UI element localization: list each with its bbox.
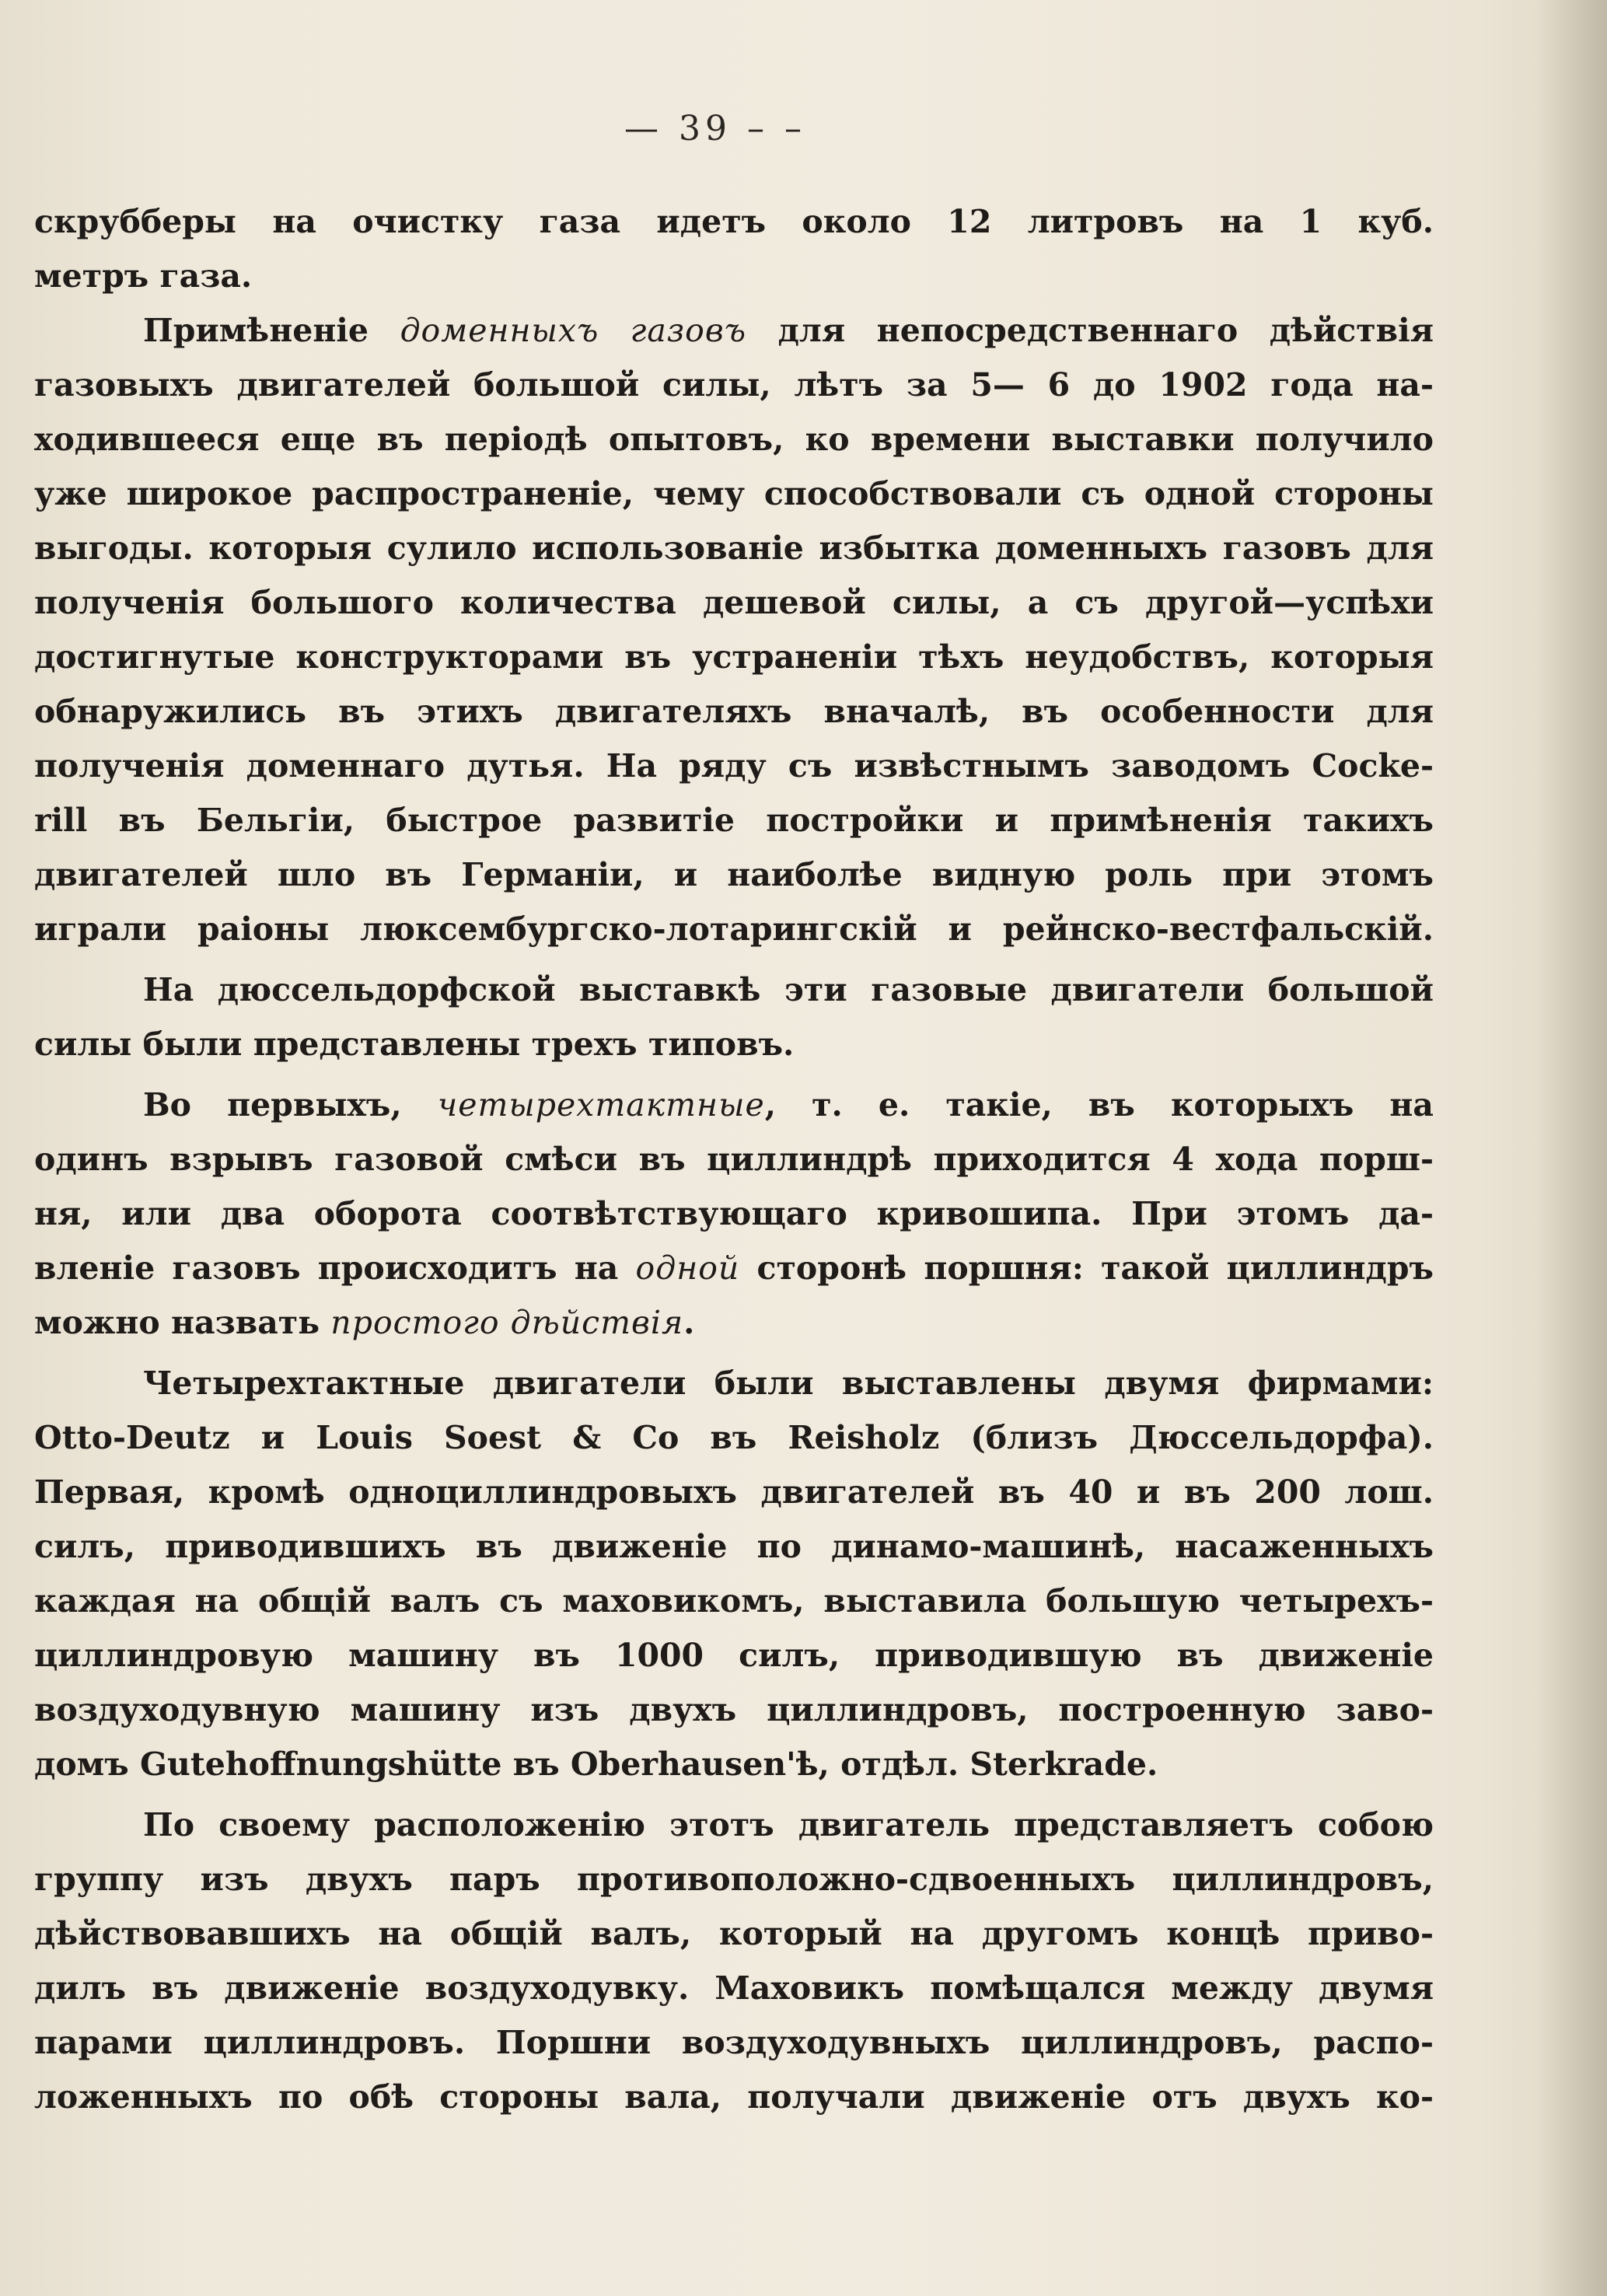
- text-line: группу изъ двухъ паръ противоположно-сдвоенныхъ циллиндровъ,: [34, 1861, 1434, 1898]
- text-line: ходившееся еще въ періодѣ опытовъ, ко времени выставки получило: [34, 421, 1434, 458]
- text-line: ня, или два оборота соотвѣтствующаго кривошипа. При этомъ да-: [34, 1195, 1434, 1232]
- text-line: дѣйствовавшихъ на общій валъ, который на другомъ концѣ приво-: [34, 1915, 1434, 1952]
- text-run: вленіе газовъ происходитъ на: [34, 1249, 636, 1287]
- text-run: сторонѣ поршня: такой циллиндръ: [739, 1249, 1434, 1287]
- text-line: rill въ Бельгіи, быстрое развитіе постройки и примѣненія такихъ: [34, 802, 1434, 839]
- text-line: ложенныхъ по обѣ стороны вала, получали движеніе отъ двухъ ко-: [34, 2078, 1434, 2116]
- text-line: полученія большого количества дешевой силы, а съ другой—успѣхи: [34, 584, 1434, 621]
- text-line: играли раіоны люксембургско-лотарингскій и рейнско-вестфальскій.: [34, 910, 1434, 948]
- text-line: силы были представлены трехъ типовъ.: [34, 1026, 795, 1063]
- page-number: — 39 – –: [624, 109, 806, 149]
- text-run: .: [683, 1304, 695, 1341]
- text-run: для непосредственнаго дѣйствія: [746, 312, 1434, 349]
- text-line: достигнутые конструкторами въ устраненіи тѣхъ неудобствъ, которыя: [34, 638, 1434, 676]
- text-line: каждая на общій валъ съ маховикомъ, выставила большую четырехъ-: [34, 1582, 1434, 1620]
- text-line: циллиндровую машину въ 1000 силъ, приводившую въ движеніе: [34, 1637, 1434, 1674]
- text-line: Первая, кромѣ одноциллиндровыхъ двигателей въ 40 и въ 200 лош.: [34, 1473, 1434, 1511]
- emphasized-term: одной: [635, 1249, 740, 1287]
- text-line: [34, 1078, 1434, 1132]
- text-line: силъ, приводившихъ въ движеніе по динамо-машинѣ, насаженныхъ: [34, 1528, 1434, 1565]
- paragraph-gap: [34, 1350, 1434, 1356]
- emphasized-term: простого дѣйствія: [330, 1304, 684, 1341]
- text-line: парами циллиндровъ. Поршни воздуходувныхъ циллиндровъ, распо-: [34, 2024, 1434, 2061]
- text-line: газовыхъ двигателей большой силы, лѣтъ за 5— 6 до 1902 года на-: [34, 366, 1434, 404]
- text-run: Примѣненіе: [143, 312, 400, 349]
- text-line: домъ Gutehoffnungshütte въ Oberhausen'ѣ, отдѣл. Sterkrade.: [34, 1746, 1158, 1783]
- paragraph-gap: [34, 1071, 1434, 1078]
- text-line: скрубберы на очистку газа идетъ около 12 литровъ на 1 куб.: [34, 203, 1434, 240]
- text-line: выгоды. которыя сулило использованіе избытка доменныхъ газовъ для: [34, 529, 1434, 567]
- text-line: уже широкое распространеніе, чему способствовали съ одной стороны: [34, 475, 1434, 512]
- text-line: Otto-Deutz и Louis Soest & Co въ Reisholz (близъ Дюссельдорфа).: [34, 1419, 1434, 1456]
- text-line: воздуходувную машину изъ двухъ циллиндровъ, построенную заво-: [34, 1691, 1434, 1728]
- text-line: На дюссельдорфской выставкѣ эти газовые двигатели большой: [143, 971, 1434, 1008]
- page-edge-shadow: [1537, 0, 1607, 2296]
- text-line: полученія доменнаго дутья. На ряду съ извѣстнымъ заводомъ Cocke-: [34, 747, 1434, 785]
- text-line: По своему расположенію этотъ двигатель представляетъ собою: [143, 1806, 1434, 1843]
- text-line: дилъ въ движеніе воздуходувку. Маховикъ помѣщался между двумя: [34, 1969, 1434, 2007]
- paragraph-gap: [34, 1791, 1434, 1798]
- text-line: [34, 1241, 1434, 1295]
- text-line: обнаружились въ этихъ двигателяхъ вначалѣ, въ особенности для: [34, 693, 1434, 730]
- text-line: двигателей шло въ Германіи, и наиболѣе видную роль при этомъ: [34, 856, 1434, 893]
- text-line: [34, 1295, 1434, 1350]
- text-line: [34, 303, 1434, 358]
- text-line: одинъ взрывъ газовой смѣси въ циллиндрѣ приходится 4 хода порш-: [34, 1141, 1434, 1178]
- emphasized-term: доменныхъ газовъ: [400, 312, 747, 349]
- paragraph-gap: [34, 956, 1434, 963]
- text-run: можно назвать: [34, 1304, 331, 1341]
- body-text: [34, 194, 1434, 2124]
- text-run: , т. е. такіе, въ которыхъ на: [764, 1086, 1434, 1124]
- text-line: метръ газа.: [34, 257, 253, 295]
- text-line: Четырехтактные двигатели были выставлены двумя фирмами:: [143, 1365, 1434, 1402]
- text-run: Во первыхъ,: [143, 1086, 438, 1124]
- emphasized-term: четырехтактные: [437, 1086, 765, 1124]
